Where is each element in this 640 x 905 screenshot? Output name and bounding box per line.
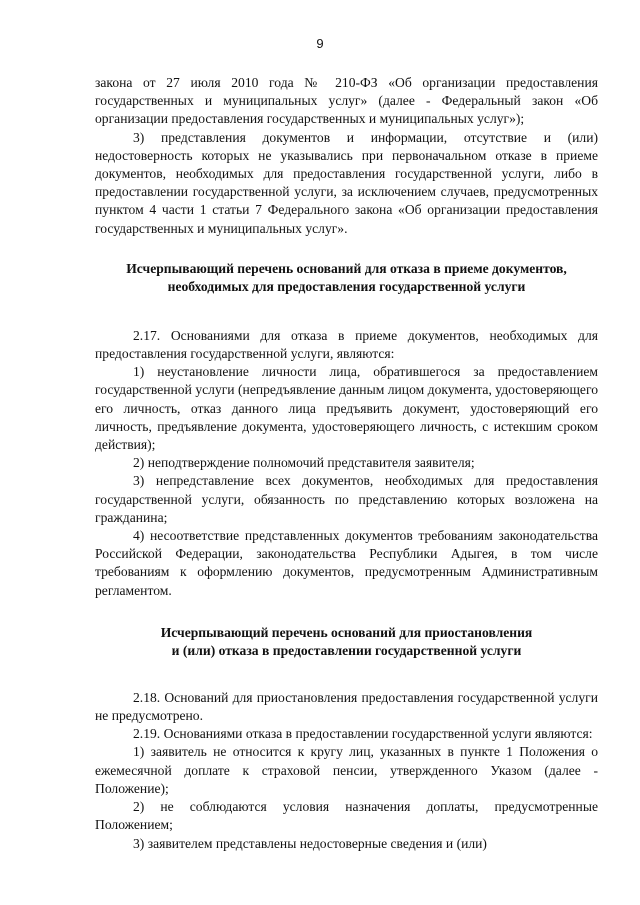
- heading-line: и (или) отказа в предоставлении государственной услуги: [171, 643, 522, 659]
- list-item-2-conditions: 2) не соблюдаются условия назначения доплаты, предусмотренные Положением;: [95, 799, 598, 833]
- list-item-1-not-eligible: 1) заявитель не относится к кругу лиц, указанных в пункте 1 Положения о ежемесячной доплате к страховой пенсии, утвержденного Указом (далее - Положение);: [95, 744, 598, 796]
- list-item-4-nonconformity: 4) несоответствие представленных документов требованиям законодательства Российской Федерации, законодательства Республики Адыгея, в том числе требованиям к оформлению документов, предусмотренным Административным регламентом.: [95, 528, 598, 598]
- paragraph-2-17: 2.17. Основаниями для отказа в приеме документов, необходимых для предоставления государственной услуги, являются:: [95, 327, 598, 362]
- list-item-2-authority: 2) неподтверждение полномочий представителя заявителя;: [133, 455, 475, 471]
- document-body: [95, 74, 598, 853]
- section-heading-refusal-reception: [95, 260, 598, 297]
- paragraph-law-reference: закона от 27 июля 2010 года № 210-ФЗ «Об организации предоставления государственных и муниципальных услуг» (далее - Федеральный закон «Об организации предоставления государственных и муниципальных услуг»);: [95, 75, 598, 127]
- section-heading-suspension-refusal: [95, 624, 598, 661]
- page-number: 9: [316, 36, 324, 51]
- heading-line: Исчерпывающий перечень оснований для приостановления: [160, 624, 533, 640]
- list-item-3-missing-documents: 3) непредставление всех документов, необходимых для предоставления государственной услуги, обязанность по представлению которых возложена на гражданина;: [95, 473, 598, 525]
- heading-line: Исчерпывающий перечень оснований для отказа в приеме документов,: [126, 260, 567, 276]
- heading-line: необходимых для предоставления государственной услуги: [167, 279, 526, 295]
- list-item-1-identity: 1) неустановление личности лица, обратившегося за предоставлением государственной услуги (непредъявление данным лицом документа, удостоверяющего его личность, отказ данного лица предъявить документ, удостоверяющий его личность, предъявление документа, удостоверяющего личность, с истекшим сроком действия);: [95, 364, 598, 453]
- paragraph-2-19: 2.19. Основаниями отказа в предоставлении государственной услуги являются:: [133, 726, 593, 742]
- list-item-3-false-info: 3) заявителем представлены недостоверные сведения и (или): [133, 835, 487, 851]
- paragraph-2-18: 2.18. Оснований для приостановления предоставления государственной услуги не предусмотрено.: [95, 689, 598, 724]
- paragraph-item-3-documents: 3) представления документов и информации, отсутствие и (или) недостоверность которых не указывались при первоначальном отказе в приеме документов, необходимых для предоставления государственной услуги, либо в предоставлении государственной услуги, за исключением случаев, предусмотренных пунктом 4 части 1 статьи 7 Федерального закона «Об организации предоставления государственных и муниципальных услуг».: [95, 129, 598, 236]
